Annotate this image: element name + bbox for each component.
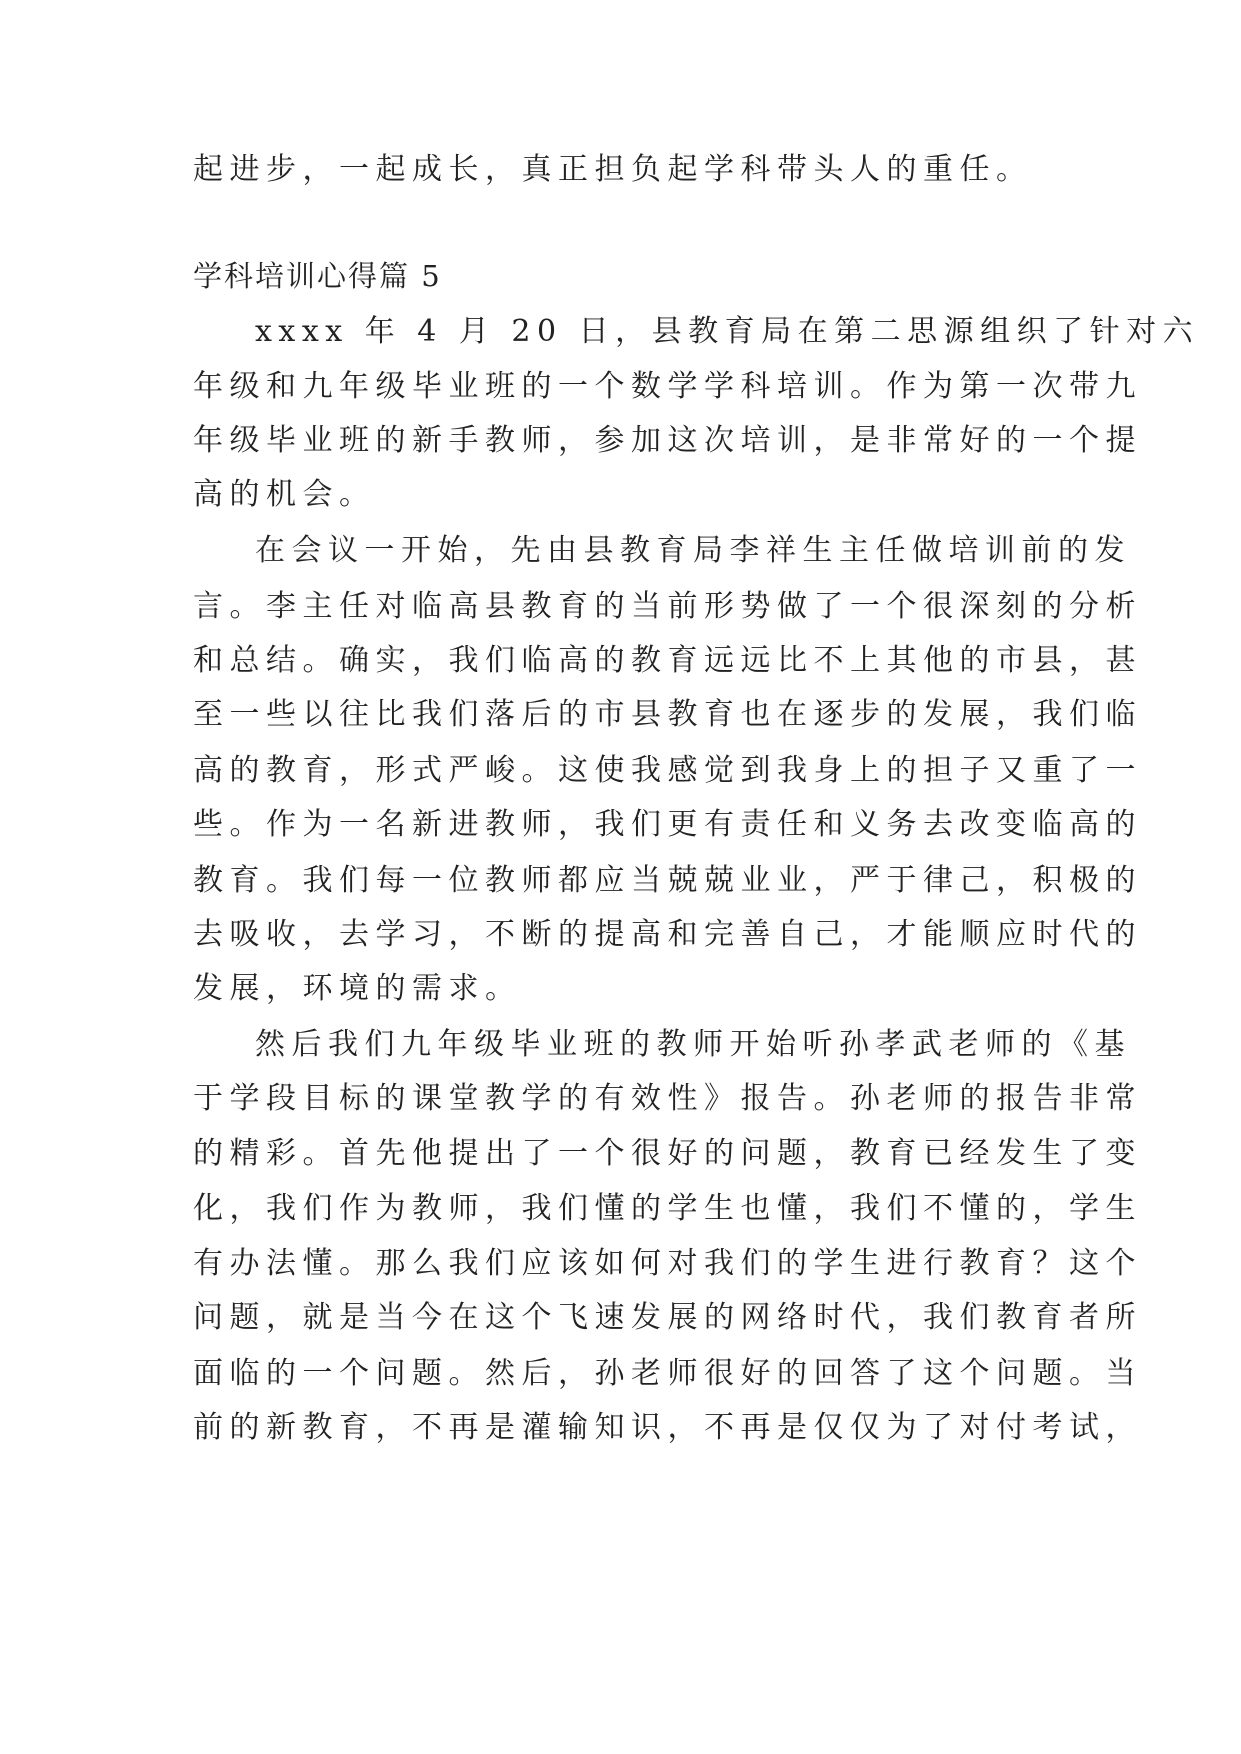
paragraph-line: 于学段目标的课堂教学的有效性》报告。孙老师的报告非常: [193, 1081, 1142, 1116]
paragraph-line: 至一些以往比我们落后的市县教育也在逐步的发展，我们临: [193, 697, 1142, 732]
paragraph-line: 年级和九年级毕业班的一个数学学科培训。作为第一次带九: [193, 369, 1142, 404]
paragraph-line: 问题，就是当今在这个飞速发展的网络时代，我们教育者所: [193, 1300, 1142, 1335]
paragraph-line: 的精彩。首先他提出了一个很好的问题，教育已经发生了变: [193, 1136, 1142, 1171]
paragraph-line: 去吸收，去学习，不断的提高和完善自己，才能顺应时代的: [193, 917, 1142, 952]
paragraph-line: 和总结。确实，我们临高的教育远远比不上其他的市县，甚: [193, 643, 1142, 678]
paragraph-line: 高的教育，形式严峻。这使我感觉到我身上的担子又重了一: [193, 753, 1142, 788]
paragraph-line: 年级毕业班的新手教师，参加这次培训，是非常好的一个提: [193, 423, 1142, 458]
paragraph-line: 化，我们作为教师，我们懂的学生也懂，我们不懂的，学生: [193, 1191, 1142, 1226]
paragraph-line: 言。李主任对临高县教育的当前形势做了一个很深刻的分析: [193, 589, 1142, 624]
paragraph-line: 然后我们九年级毕业班的教师开始听孙孝武老师的《基: [255, 1027, 1131, 1062]
paragraph-line: 发展，环境的需求。: [193, 971, 522, 1006]
paragraph-line: xxxx 年 4 月 20 日，县教育局在第二思源组织了针对六: [255, 314, 1200, 349]
paragraph-line: 些。作为一名新进教师，我们更有责任和义务去改变临高的: [193, 807, 1142, 842]
paragraph-line: 在会议一开始，先由县教育局李祥生主任做培训前的发: [255, 533, 1131, 568]
paragraph-line: 高的机会。: [193, 477, 376, 512]
paragraph-line: 教育。我们每一位教师都应当兢兢业业，严于律己，积极的: [193, 863, 1142, 898]
paragraph-line: 前的新教育，不再是灌输知识，不再是仅仅为了对付考试，: [193, 1410, 1142, 1445]
paragraph-line: 面临的一个问题。然后，孙老师很好的回答了这个问题。当: [193, 1356, 1142, 1391]
continuation-line: 起进步，一起成长，真正担负起学科带头人的重任。: [193, 152, 1033, 187]
paragraph-line: 有办法懂。那么我们应该如何对我们的学生进行教育？这个: [193, 1246, 1142, 1281]
section-heading: 学科培训心得篇 5: [193, 259, 442, 293]
